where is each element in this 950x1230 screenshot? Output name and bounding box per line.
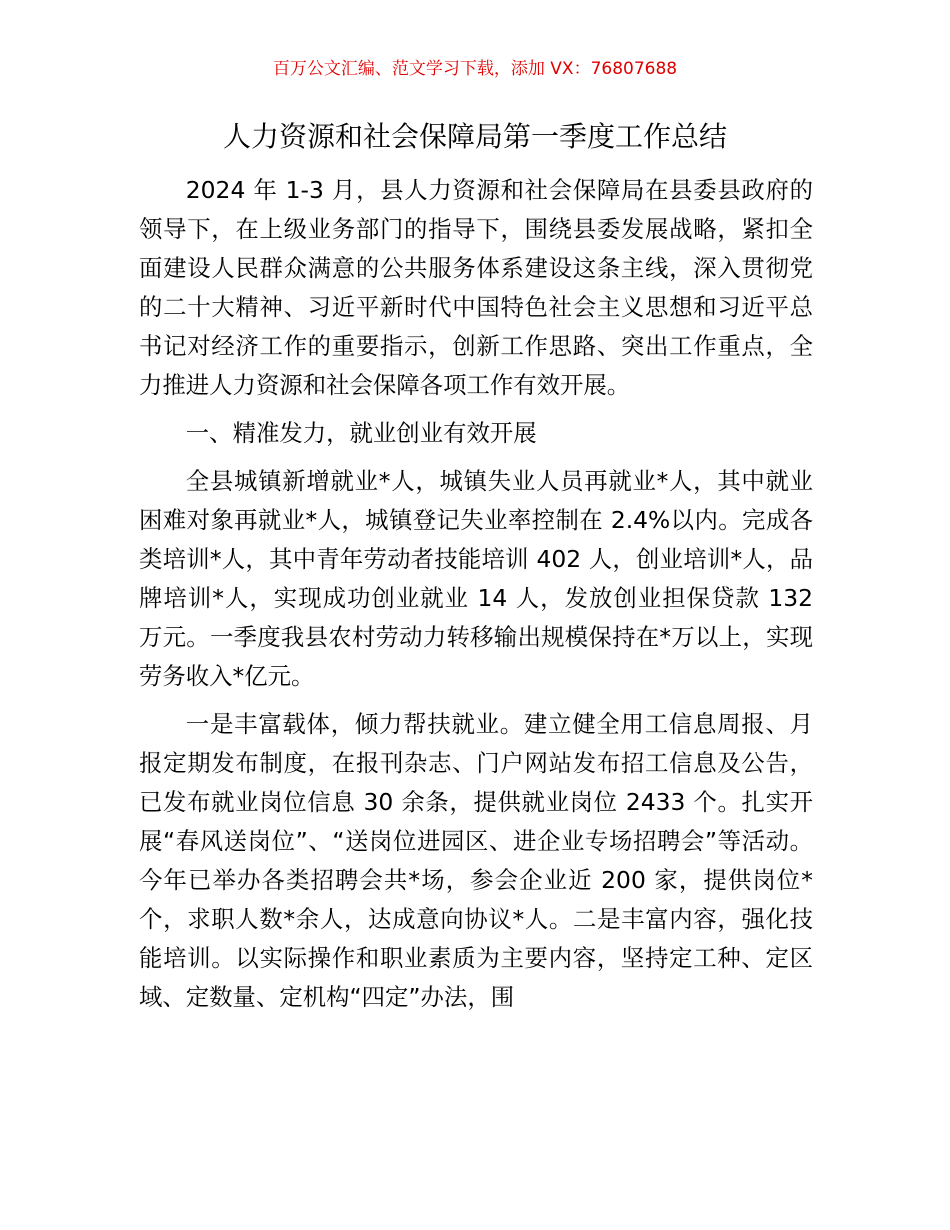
- header-note: 百万公文汇编、范文学习下载，添加 VX：76807688: [272, 59, 678, 79]
- measures-paragraph: 一是丰富载体，倾力帮扶就业。建立健全用工信息周报、月报定期发布制度，在报刊杂志、门户网站发布招工信息及公告，已发布就业岗位信息 30 余条，提供就业岗位 2433 个。扎实开展“春风送岗位”、“送岗位进园区、进企业专场招聘会”等活动。今年已举办各类招聘会共*场，参会企业近 200 家，提供岗位*个，求职人数*余人，达成意向协议*人。二是丰富内容，强化技能培训。以实际操作和职业素质为主要内容，坚持定工种、定区域、定数量、定机构“四定”办法，围: [139, 710, 813, 1011]
- document-title: 人力资源和社会保障局第一季度工作总结: [222, 120, 727, 153]
- document-body: [139, 171, 813, 1026]
- section-heading: 一、精准发力，就业创业有效开展: [185, 419, 537, 447]
- intro-paragraph: 2024 年 1-3 月，县人力资源和社会保障局在县委县政府的领导下，在上级业务部门的指导下，围绕县委发展战略，紧扣全面建设人民群众满意的公共服务体系建设这条主线，深入贯彻党的二十大精神、习近平新时代中国特色社会主义思想和习近平总书记对经济工作的重要指示，创新工作思路、突出工作重点，全力推进人力资源和社会保障各项工作有效开展。: [139, 176, 813, 399]
- employment-stats-paragraph: 全县城镇新增就业*人，城镇失业人员再就业*人，其中就业困难对象再就业*人，城镇登记失业率控制在 2.4%以内。完成各类培训*人，其中青年劳动者技能培训 402 人，创业培训*人，品牌培训*人，实现成功创业就业 14 人，发放创业担保贷款 132 万元。一季度我县农村劳动力转移输出规模保持在*万以上，实现劳务收入*亿元。: [139, 467, 813, 690]
